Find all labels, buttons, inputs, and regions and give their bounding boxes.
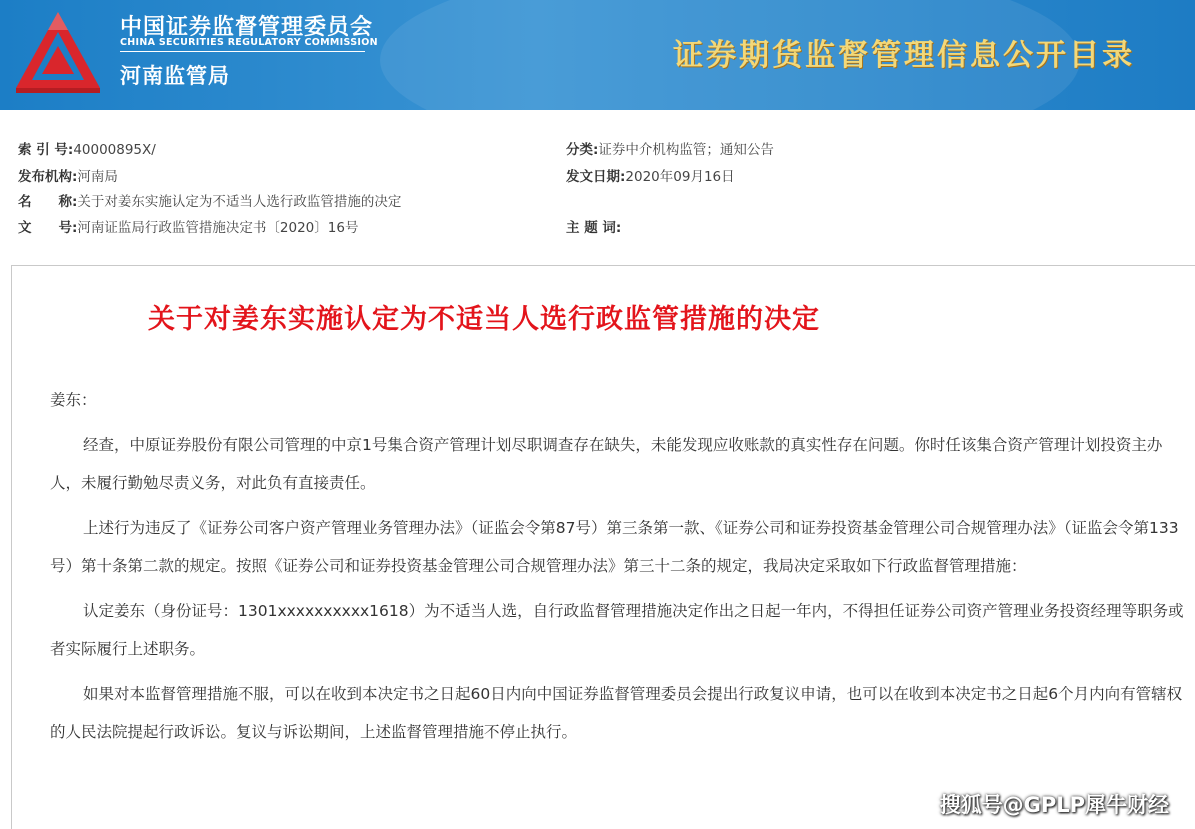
meta-date: [566, 167, 735, 187]
meta-index-value: 40000895X/: [73, 142, 156, 158]
meta-publisher: [18, 167, 118, 187]
org-name-cn: 中国证券监督管理委员会: [120, 15, 374, 40]
site-header: [0, 0, 1195, 110]
meta-keywords-label: 主 题 词:: [566, 220, 622, 236]
meta-docno-label: 文 号:: [18, 220, 78, 236]
document-metadata: [0, 138, 1195, 248]
document-paragraph: 经查，中原证券股份有限公司管理的中京1号集合资产管理计划尽职调查存在缺失，未能发现应收账款的真实性存在问题。你时任该集合资产管理计划投资主办人，未履行勤勉尽责义务，对此负有直接责任。: [50, 436, 1163, 492]
meta-keywords: [566, 218, 621, 238]
meta-category-value: 证券中介机构监管；通知公告: [598, 142, 774, 158]
meta-index: [18, 140, 156, 160]
meta-name-label: 名 称:: [18, 194, 78, 210]
document-paragraph: 上述行为违反了《证券公司客户资产管理业务管理办法》（证监会令第87号）第三条第一款、《证券公司和证券投资基金管理公司合规管理办法》（证监会令第133号）第十条第二款的规定。按照《证券公司和证券投资基金管理公司合规管理办法》第三十二条的规定，我局决定采取如下行政监督管理措施：: [50, 519, 1179, 575]
meta-publisher-label: 发布机构:: [18, 169, 78, 185]
meta-docno: [18, 218, 358, 238]
branch-name: 河南监管局: [120, 64, 230, 88]
document-paragraph: 认定姜东（身份证号：1301xxxxxxxxxx1618）为不适当人选，自行政监督管理措施决定作出之日起一年内，不得担任证券公司资产管理业务投资经理等职务或者实际履行上述职务。: [50, 602, 1184, 658]
csrc-logo-icon[interactable]: [12, 8, 104, 96]
meta-index-label: 索 引 号:: [18, 142, 74, 158]
meta-category: [566, 140, 774, 160]
meta-date-value: 2020年09月16日: [625, 169, 735, 185]
meta-name-value: 关于对姜东实施认定为不适当人选行政监管措施的决定: [77, 194, 402, 210]
document-title: 关于对姜东实施认定为不适当人选行政监管措施的决定: [148, 304, 820, 335]
watermark: 搜狐号@GPLP犀牛财经: [939, 793, 1169, 817]
document-salutation: 姜东：: [50, 391, 97, 409]
meta-date-label: 发文日期:: [566, 169, 626, 185]
meta-docno-value: 河南证监局行政监管措施决定书〔2020〕16号: [77, 220, 359, 236]
document-body: [50, 381, 1192, 758]
org-divider: [120, 51, 365, 52]
org-name-en: CHINA SECURITIES REGULATORY COMMISSION: [120, 37, 378, 48]
meta-publisher-value: 河南局: [77, 169, 118, 185]
meta-name: [18, 192, 401, 212]
site-title: 证券期货监督管理信息公开目录: [673, 38, 1135, 73]
document-paragraph: 如果对本监督管理措施不服，可以在收到本决定书之日起60日内向中国证券监督管理委员会提出行政复议申请，也可以在收到本决定书之日起6个月内向有管辖权的人民法院提起行政诉讼。复议与诉讼期间，上述监督管理措施不停止执行。: [50, 685, 1183, 741]
meta-category-label: 分类:: [566, 142, 599, 158]
